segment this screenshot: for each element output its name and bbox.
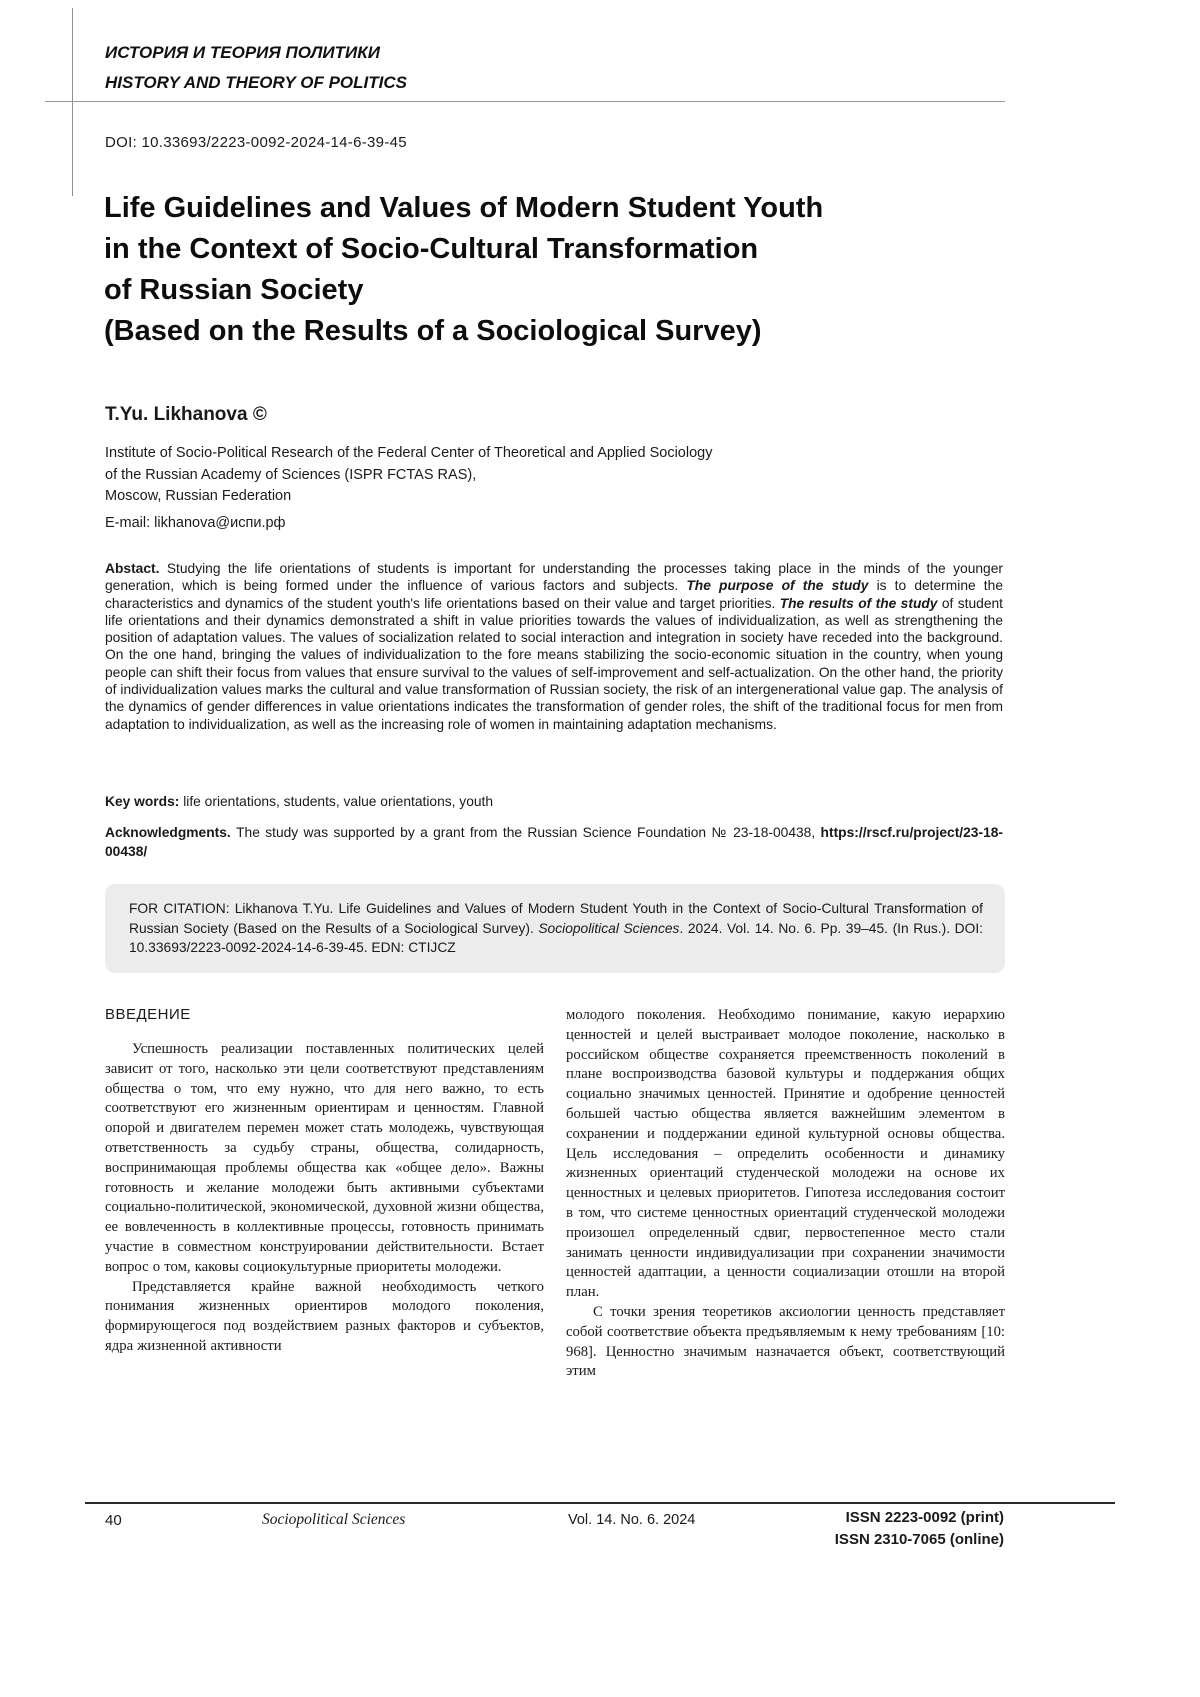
body-paragraph: молодого поколения. Необходимо понимание, какую иерархию ценностей и целей выстраивает молодое поколение, насколько в российском обществе сохраняется преемственность поколений в плане воспроизводства базовой культуры и поддержания общих социально значимых ценностей. Принятие и одобрение ценностей большей частью общества является важнейшим элементом в сохранении и поддержании единой культурной основы общества. Цель исследования – определить особенности и динамику жизненных ориентаций студенческой молодежи на основе их ценностных и целевых приоритетов. Гипотеза исследования состоит в том, что системе ценностных ориентаций студенческой молодежи произошел определенный сдвиг, первостепенное место стали занимать ценности индивидуализации при сохранении значимости ценностей адаптации, а ценности социализации отошли на второй план. [566,1007,1005,1301]
issn-online: ISSN 2310-7065 (online) [834,1530,1004,1548]
column-left [105,1006,544,1382]
for-citation-box: FOR CITATION: Likhanova T.Yu. Life Guidelines and Values of Modern Student Youth in the Context of Socio-Cultural Transformation of Russian Society (Based on the Results of a Sociological Survey). Sociopolitical Sciences. 2024. Vol. 14. No. 6. Pp. 39–45. (In Rus.). DOI: 10.33693/2223-0092-2024-14-6-39-45. EDN: CTIJCZ [105,884,1005,973]
footer-rule [85,1502,1115,1504]
rubric-russian: ИСТОРИЯ И ТЕОРИЯ ПОЛИТИКИ [105,43,380,62]
introduction-heading: ВВЕДЕНИЕ [105,1006,191,1023]
acknowledgments-paragraph: Acknowledgments. The study was supported by a grant from the Russian Science Foundation № 23-18-00438, https://rscf.ru/project/23-18-00438/ [105,825,1004,859]
keywords-text: life orientations, students, value orientations, youth [183,794,494,809]
header-horizontal-rule [45,101,1005,102]
author-affiliation [105,443,712,508]
header-vertical-rule [72,8,73,196]
rubric-english: HISTORY AND THEORY OF POLITICS [105,73,407,92]
section-rubric [105,38,407,98]
footer-issn-block [760,1507,1004,1550]
affiliation-line: of the Russian Academy of Sciences (ISPR FCTAS RAS), [105,466,477,483]
affiliation-line: Moscow, Russian Federation [105,488,292,504]
doi-text: DOI: 10.33693/2223-0092-2024-14-6-39-45 [105,134,407,151]
keywords-line [105,793,1003,810]
footer-page-number: 40 [105,1512,122,1529]
article-title-line: of Russian Society [104,274,364,306]
article-title [104,188,1044,352]
body-paragraph: Представляется крайне важной необходимость четкого понимания жизненных ориентиров молодого поколения, формирующегося под воздействием разных факторов и субъектов, ядра жизненной активности [105,1278,544,1354]
email-label: E-mail: [105,515,155,531]
article-title-line: Life Guidelines and Values of Modern Student Youth [104,192,824,224]
abstract-paragraph: Abstact. Studying the life orientations of students is important for understanding the processes taking place in the minds of the younger generation, which is being formed under the influence of various factors and subjects. The purpose of the study is to determine the characteristics and dynamics of the student youth's life orientations based on their value and target priorities. The results of the study of student life orientations and their dynamics demonstrated a shift in value priorities towards the values of individualization, as well as strengthening the position of adaptation values. The values of socialization related to social interaction and integration in society have receded into the background. On the one hand, bringing the values of individualization to the fore means stabilizing the socio-economic situation in the country, when young people can shift their focus from values that ensure survival to the values of self-improvement and self-actualization. On the other hand, the priority of individualization values marks the cultural and value transformation of Russian society, the risk of an intergenerational value gap. The analysis of the dynamics of gender differences in value orientations indicates the transformation of gender roles, the shift of the traditional focus for men from adaptation to individualization, as well as the increasing role of women in maintaining adaptation mechanisms. [105,561,1003,732]
author-name: T.Yu. Likhanova © [105,404,267,425]
article-title-line: in the Context of Socio-Cultural Transformation [104,233,759,265]
footer-issue-info: Vol. 14. No. 6. 2024 [568,1512,696,1528]
footer-journal-name: Sociopolitical Sciences [262,1511,406,1528]
article-body-columns [105,1006,1005,1382]
body-paragraph: Успешность реализации поставленных политических целей зависит от того, насколько эти цели соответствуют представлениям общества о том, что ему нужно, что для него важно, то есть соответствуют его жизненным ориентирам и ценностям. Главной опорой и двигателем перемен может стать молодежь, чувствующая ответственность за судьбу страны, общества, солидарность, воспринимающая проблемы общества как «общее дело». Важны готовность и желание молодежи быть активными субъектами социально-политической, экономической, духовной жизни общества, ее вовлеченность в коллективные процессы, готовность принимать участие в совместном конструировании действительности. Встает вопрос о том, каковы социокультурные приоритеты молодежи. [105,1041,544,1275]
author-email-line [105,515,285,531]
article-title-line: (Based on the Results of a Sociological Survey) [104,315,762,347]
issn-print: ISSN 2223-0092 (print) [845,1509,1004,1526]
body-paragraph: С точки зрения теоретиков аксиологии ценность представляет собой соответствие объекта предъявляемым к нему требованиям [10: 968]. Ценностно значимым назначается объект, соответствующий этим [566,1303,1005,1380]
email-link[interactable]: likhanova@испи.рф [154,515,286,531]
affiliation-line: Institute of Socio-Political Research of the Federal Center of Theoretical and Applied Sociology [105,445,713,461]
column-right [566,1006,1005,1382]
keywords-label: Key words: [105,794,184,809]
